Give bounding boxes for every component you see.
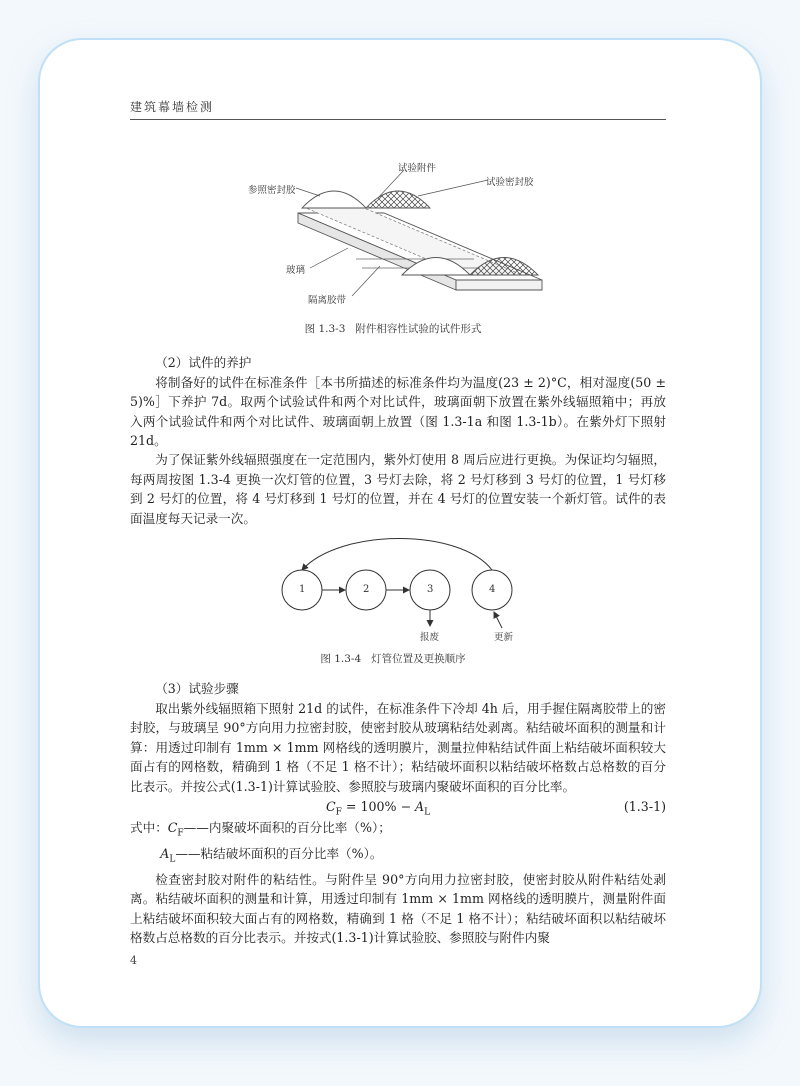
node-label-1: 1 [299,584,306,596]
paragraph-procedure-2: 检查密封胶对附件的粘结性。与附件呈 90°方向用力拉密封胶，使密封胶从附件粘结处剥离。粘结破坏面积的测量和计算，用透过印制有 1mm × 1mm 网格线的透明膜片，测量附件面上粘结破坏面积较大面占有的网格数，精确到 1 格（不足 1 格不计）；粘结破坏面积以粘结破坏格数占总格数的百分比表示。并按式(1.3-1)计算试验胶、参照胶与附件内聚 [130,871,666,945]
definition-al: $A_L——$粘结破坏面积的百分比率（%）。 [160,845,383,865]
section-heading-curing: （2）试件的养护 [155,355,252,371]
running-head: 建筑幕墙检测 [130,98,666,120]
node-label-3: 3 [427,584,434,596]
paragraph-curing-2: 为了保证紫外线辐照强度在一定范围内，紫外灯使用 8 周后应进行更换。为保证均匀辐照，每两周按图 1.3-4 更换一次灯管的位置，3 号灯去除，将 2 号灯移到 3 号灯的位置，1 号灯移到 2 号灯的位置，将 4 号灯移到 1 号灯的位置，并在 4 号灯的位置安装一个新灯管。试件的表面温度每天记录一次。 [130,452,666,526]
figure-caption-1-3-3 [130,320,666,339]
label-test-sealant: 试验密封胶 [486,177,534,188]
paragraph-procedure-1: 取出紫外线辐照箱下照射 21d 的试件，在标准条件下冷却 4h 后，用手握住隔离胶带上的密封胶，与玻璃呈 90°方向用力拉密封胶，使密封胶从玻璃粘结处剥离。粘结破坏面积的测量和计算：用透过印制有 1mm × 1mm 网格线的透明膜片，测量拉伸粘结试件面上粘结破坏面积较大面占有的网格数，精确到 1 格（不足 1 格不计）；粘结破坏面积以粘结破坏格数占总格数的百分比表示。并按公式(1.3-1)计算试验胶、参照胶与玻璃内聚破坏面积的百分比率。 [130,700,666,794]
arrow-4-to-1 [302,539,492,571]
label-test-attachment: 试验附件 [398,163,437,174]
formula-1-3-1 [130,796,666,818]
label-isolation-tape: 隔离胶带 [308,295,347,306]
figure-caption-1-3-4 [130,650,666,669]
label-renew: 更新 [494,632,514,644]
formula-number: (1.3-1) [623,798,666,814]
node-label-4: 4 [489,584,496,596]
caption-text: 附件相容性试验的试件形式 [355,323,482,335]
label-reference-sealant: 参照密封胶 [248,185,296,196]
node-label-2: 2 [363,584,370,596]
label-glass: 玻璃 [286,265,306,276]
caption-text: 灯管位置及更换顺序 [371,653,466,666]
specimen-diagram [130,130,666,302]
document-page [130,98,666,947]
figure-lamp-rotation [130,534,666,644]
arrow-renew-to-4 [494,612,502,628]
page-number: 4 [130,954,137,967]
caption-number: 图 1.3-4 [320,653,362,666]
formula-expression: $C_F = 100\% - A_L$ [326,798,431,818]
lamp-rotation-diagram [130,534,666,644]
test-sealant-back [366,191,430,208]
label-discard: 报废 [420,632,440,644]
section-heading-procedure: （3）试验步骤 [155,681,239,697]
caption-number: 图 1.3-3 [304,323,346,335]
figure-specimen-form [130,130,666,320]
paragraph-curing-1: 将制备好的试件在标准条件［本书所描述的标准条件均为温度(23 ± 2)°C，相对湿度(50 ± 5)%］下养护 7d。取两个试验试件和两个对比试件，玻璃面朝下放置在紫外线辐照箱中；再放入两个试验试件和两个对比试件、玻璃面朝上放置（图 1.3-1a 和图 1.3-1b）。在紫外灯下照射 21d。 [130,374,666,449]
definition-cf: 式中：$C_F——$内聚破坏面积的百分比率（%）； [130,819,391,839]
